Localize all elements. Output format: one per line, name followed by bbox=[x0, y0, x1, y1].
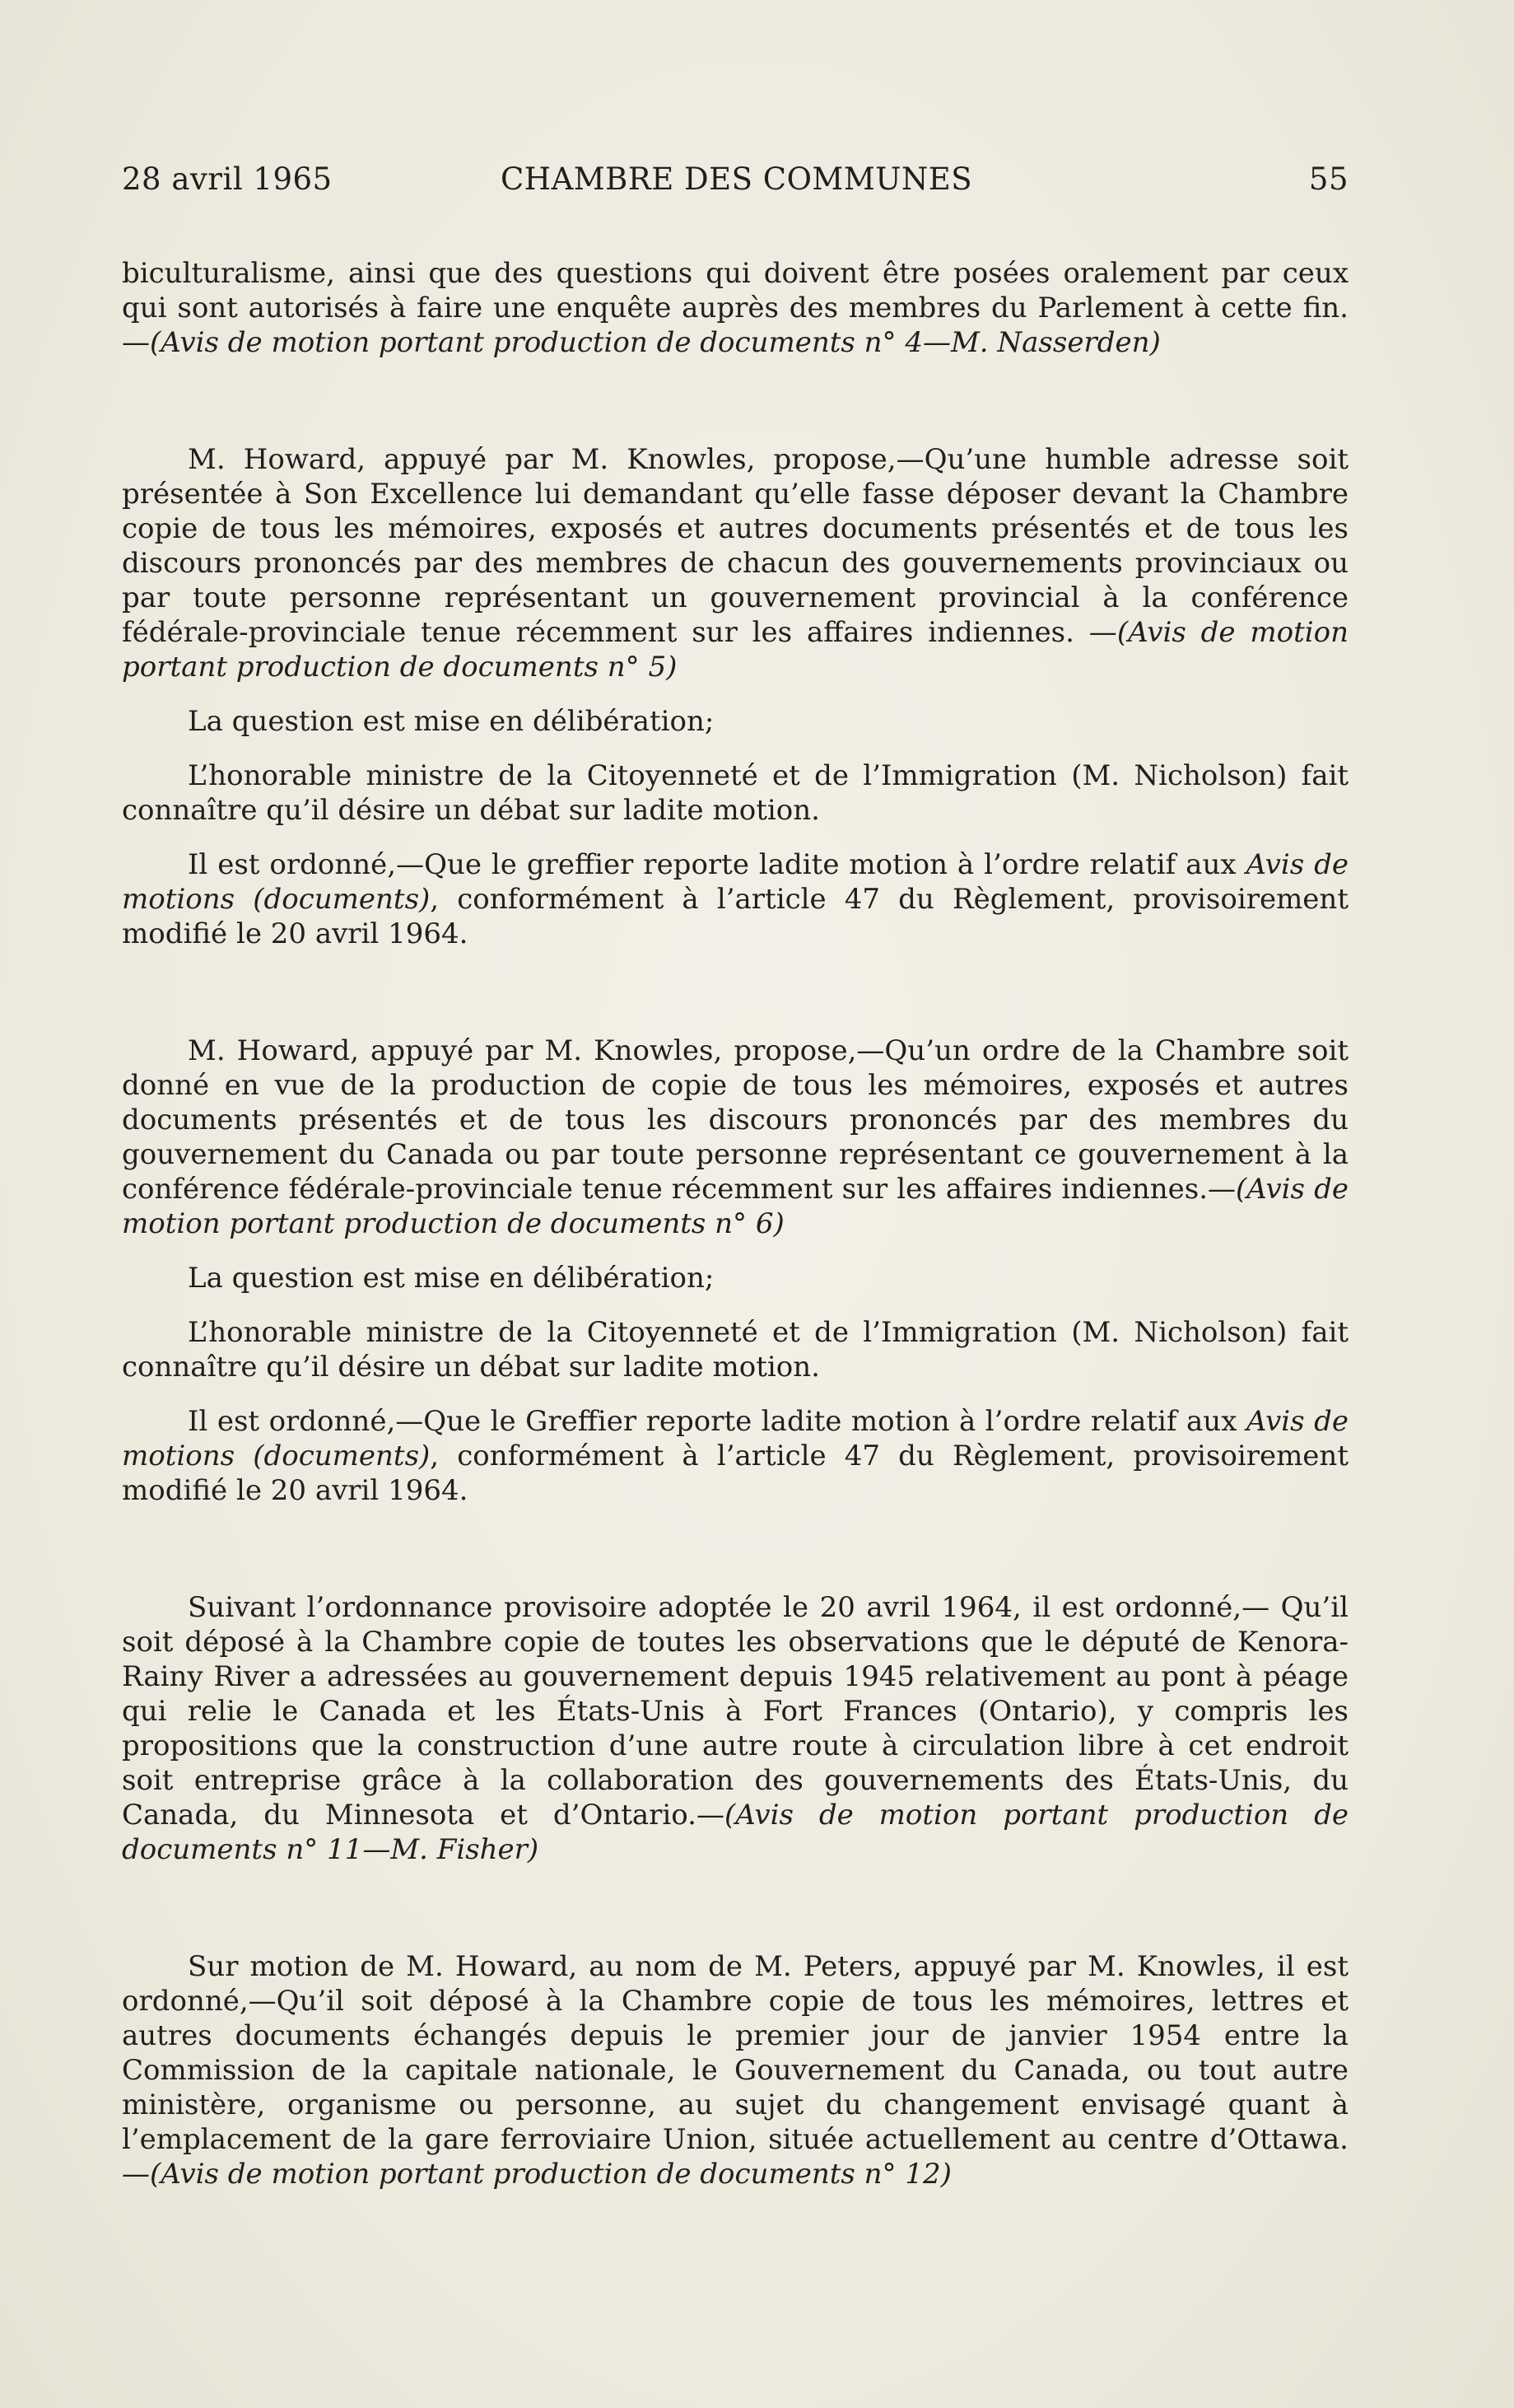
motion-paragraph bbox=[122, 1034, 1349, 1241]
paragraph-text: M. Howard, appuyé par M. Knowles, propose,—Qu’un ordre de la Chambre soit donné en vue de la production de copie de tous les mémoires, exposés et autres documents présentés et de tous les discours prononcés par des membres du gouvernement du Canada ou par toute personne représentant ce gouvernement à la conférence fédérale-provinciale tenue récemment sur les affaires indiennes.— bbox=[122, 1034, 1349, 1206]
header-page-number: 55 bbox=[1308, 161, 1349, 197]
order-paragraph bbox=[122, 1404, 1349, 1508]
deliberation-paragraph: La question est mise en délibération; bbox=[188, 1262, 715, 1295]
paragraph-gap bbox=[122, 828, 1349, 847]
motion-reference: Avis de motions (documents) bbox=[122, 1405, 1349, 1472]
order-paragraph bbox=[122, 847, 1349, 951]
motion-reference: (Avis de motion portant production de documents n° 6) bbox=[122, 1173, 1349, 1240]
paragraph-text: biculturalisme, ainsi que des questions qui doivent être posées oralement par ceux qui sont autorisés à faire une enquête auprès des membres du Parlement à cette fin.— bbox=[122, 257, 1349, 359]
motion-reference: (Avis de motion portant production de documents n° 12) bbox=[150, 2158, 952, 2191]
paragraph-gap bbox=[122, 1295, 1349, 1315]
paragraph-gap bbox=[122, 684, 1349, 704]
motion-paragraph bbox=[122, 442, 1349, 684]
paragraph-gap bbox=[122, 1384, 1349, 1404]
header-date: 28 avril 1965 bbox=[122, 161, 333, 197]
motion-reference: (Avis de motion portant production de documents n° 4—M. Nasserden) bbox=[150, 326, 1161, 359]
section-gap bbox=[122, 1508, 1349, 1590]
motion-reference: (Avis de motion portant production de documents n° 11—M. Fisher) bbox=[122, 1799, 1349, 1866]
minister-paragraph: L’honorable ministre de la Citoyenneté et de l’Immigration (M. Nicholson) fait connaître qu’il désire un débat sur ladite motion. bbox=[122, 759, 1349, 827]
paragraph-continuation bbox=[122, 256, 1349, 360]
deliberation-paragraph: La question est mise en délibération; bbox=[188, 705, 715, 738]
section-gap bbox=[122, 1867, 1349, 1949]
motion-reference: Avis de motions (documents) bbox=[122, 848, 1349, 916]
order-paragraph bbox=[122, 1949, 1349, 2191]
paragraph-gap bbox=[122, 739, 1349, 758]
paragraph-text: Suivant l’ordonnance provisoire adoptée le 20 avril 1964, il est ordonné,— Qu’il soit déposé à la Chambre copie de toutes les observations que le député de Kenora-Rainy River a adressées au gouvernement depuis 1945 relativement au pont à péage qui relie le Canada et les États-Unis à Fort Frances (Ontario), y compris les propositions que la construction d’une autre route à circulation libre à cet endroit soit entreprise grâce à la collaboration des gouvernements des États-Unis, du Canada, du Minnesota et d’Ontario.— bbox=[122, 1591, 1349, 1832]
section-gap bbox=[122, 360, 1349, 442]
minister-paragraph: L’honorable ministre de la Citoyenneté et de l’Immigration (M. Nicholson) fait connaître qu’il désire un débat sur ladite motion. bbox=[122, 1316, 1349, 1384]
paragraph-text: Sur motion de M. Howard, au nom de M. Peters, appuyé par M. Knowles, il est ordonné,—Qu’il soit déposé à la Chambre copie de tous les mémoires, lettres et autres documents échangés depuis le premier jour de janvier 1954 entre la Commission de la capitale nationale, le Gouvernement du Canada, ou tout autre ministère, organisme ou personne, au sujet du changement envisagé quant à l’emplacement de la gare ferroviaire Union, située actuellement au centre d’Ottawa.— bbox=[122, 1950, 1349, 2191]
header-title: CHAMBRE DES COMMUNES bbox=[501, 161, 973, 197]
paragraph-text: Il est ordonné,—Que le Greffier reporte ladite motion à l’ordre relatif aux bbox=[188, 1405, 1246, 1438]
motion-reference: (Avis de motion portant production de documents n° 5) bbox=[122, 616, 1349, 684]
paragraph-text: M. Howard, appuyé par M. Knowles, propose,—Qu’une humble adresse soit présentée à Son Excellence lui demandant qu’elle fasse déposer devant la Chambre copie de tous les mémoires, exposés et autres documents présentés et de tous les discours prononcés par des membres de chacun des gouvernements provinciaux ou par toute personne représentant un gouvernement provincial à la conférence fédérale-provinciale tenue récemment sur les affaires indiennes. — bbox=[122, 443, 1349, 649]
page-header bbox=[122, 161, 1349, 208]
paragraph-text: Il est ordonné,—Que le greffier reporte ladite motion à l’ordre relatif aux bbox=[188, 848, 1246, 881]
body-text bbox=[122, 256, 1349, 2191]
order-paragraph bbox=[122, 1590, 1349, 1867]
paragraph-gap bbox=[122, 1241, 1349, 1261]
paragraph-text: , conformément à l’article 47 du Règlement, provisoirement modifié le 20 avril 1964. bbox=[122, 1440, 1349, 1507]
section-gap bbox=[122, 951, 1349, 1034]
paragraph-text: , conformément à l’article 47 du Règlement, provisoirement modifié le 20 avril 1964. bbox=[122, 883, 1349, 950]
